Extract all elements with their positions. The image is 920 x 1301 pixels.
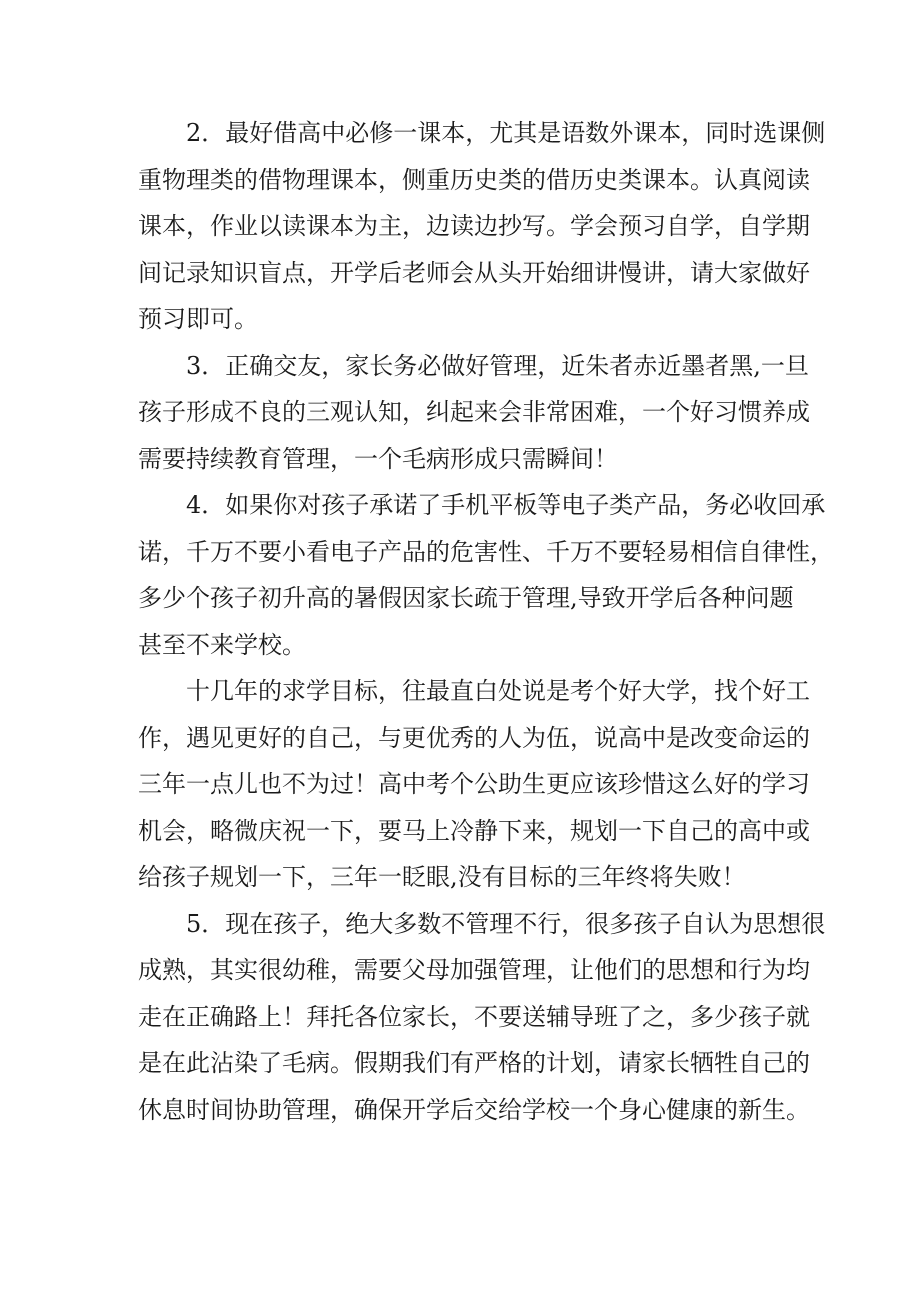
text-line: 2．最好借高中必修一课本，尤其是语数外课本，同时选课侧 [186, 119, 826, 147]
text-line: 孩子形成不良的三观认知，纠起来会非常困难，一个好习惯养成 [138, 398, 810, 426]
text-line: 课本，作业以读课本为主，边读边抄写。学会预习自学，自学期 [138, 212, 810, 240]
text-line: 4．如果你对孩子承诺了手机平板等电子类产品，务必收回承 [186, 491, 826, 519]
text-line: 成熟，其实很幼稚，需要父母加强管理，让他们的思想和行为均 [138, 956, 810, 984]
text-line: 休息时间协助管理，确保开学后交给学校一个身心健康的新生。 [138, 1095, 810, 1124]
text-line: 多少个孩子初升高的暑假因家长疏于管理,导致开学后各种问题 [138, 584, 794, 612]
document-body [138, 110, 834, 1133]
text-line: 走在正确路上！拜托各位家长，不要送辅导班了之，多少孩子就 [138, 1002, 810, 1031]
paragraph-item-5 [138, 901, 826, 1134]
text-line: 作，遇见更好的自己，与更优秀的人为伍，说高中是改变命运的 [138, 723, 810, 752]
text-line: 重物理类的借物理课本，侧重历史类的借历史类课本。认真阅读 [138, 165, 810, 194]
text-line: 三年一点儿也不为过！高中考个公助生更应该珍惜这么好的学习 [138, 770, 810, 798]
paragraph-item-2 [138, 110, 826, 343]
text-line: 甚至不来学校。 [138, 630, 306, 659]
text-line: 需要持续教育管理，一个毛病形成只需瞬间！ [138, 444, 618, 473]
text-line: 5．现在孩子，绝大多数不管理不行，很多孩子自认为思想很 [186, 909, 826, 938]
text-line: 3．正确交友，家长务必做好管理，近朱者赤近墨者黑,一旦 [186, 351, 809, 380]
paragraph-item-3 [138, 343, 810, 483]
text-line: 间记录知识盲点，开学后老师会从头开始细讲慢讲，请大家做好 [138, 258, 810, 287]
text-line: 预习即可。 [138, 305, 258, 333]
paragraph-item-4 [138, 482, 834, 668]
text-line: 机会，略微庆祝一下，要马上冷静下来，规划一下自己的高中或 [138, 816, 810, 845]
text-line: 十几年的求学目标，往最直白处说是考个好大学，找个好工 [186, 677, 810, 705]
text-line: 诺，千万不要小看电子产品的危害性、千万不要轻易相信自律性， [138, 537, 834, 566]
text-line: 给孩子规划一下，三年一眨眼,没有目标的三年终将失败！ [138, 863, 746, 891]
paragraph-goals [138, 668, 810, 901]
text-line: 是在此沾染了毛病。假期我们有严格的计划，请家长牺牲自己的 [138, 1049, 810, 1077]
